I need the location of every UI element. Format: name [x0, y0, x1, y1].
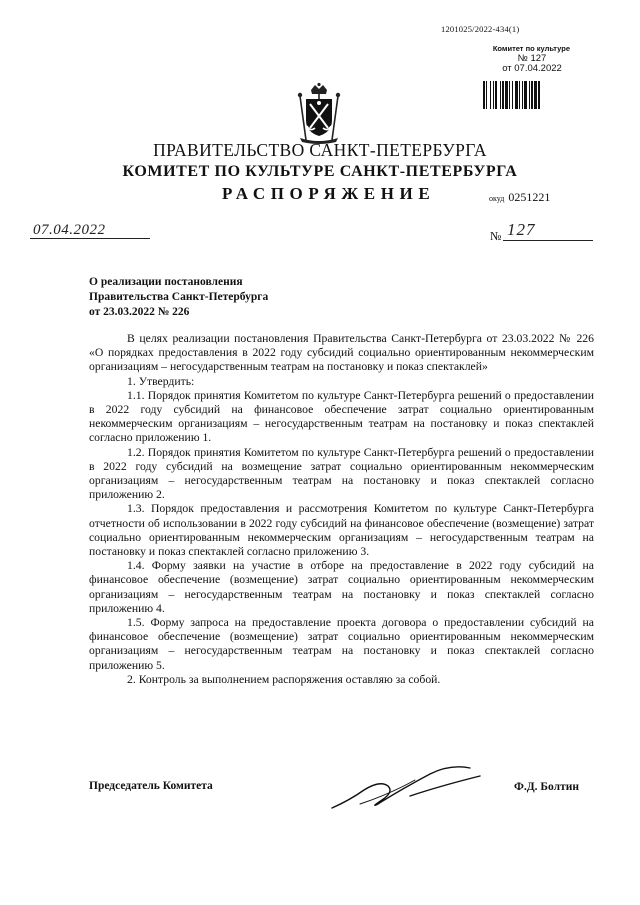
document-number: 127 — [507, 220, 536, 239]
subject-line: от 23.03.2022 № 226 — [89, 306, 190, 318]
subject-line: О реализации постановления — [89, 276, 243, 288]
stamp-date: от 07.04.2022 — [502, 63, 562, 74]
item-1: 1. Утвердить: — [127, 374, 195, 388]
date-underline — [30, 238, 150, 239]
number-label: № — [490, 229, 502, 243]
signer-name: Ф.Д. Болтин — [514, 781, 579, 793]
coat-of-arms-icon — [292, 82, 346, 144]
item-1-4: 1.4. Форму заявки на участие в отборе на предоставление в 2022 году субсидий на финансовое обеспечение (возмещение) затрат социально ориентированным некоммерческим организациям – негосударственным театрам на постановку и показ спектаклей согласно приложению 4. — [89, 559, 594, 615]
committee-title: КОМИТЕТ ПО КУЛЬТУРЕ САНКТ-ПЕТЕРБУРГА — [122, 163, 518, 180]
item-2: 2. Контроль за выполнением распоряжения оставляю за собой. — [127, 672, 441, 686]
item-1-5: 1.5. Форму запроса на предоставление проекта договора о предоставлении субсидий на финансовое обеспечение (возмещение) затрат социально ориентированным некоммерческим организациям – негосударственным театрам на постановку и показ спектаклей согласно приложению 5. — [89, 616, 594, 672]
barcode-icon — [483, 81, 571, 109]
number-underline — [503, 240, 593, 241]
stamp-number: № 127 — [517, 53, 547, 64]
subject-line: Правительства Санкт-Петербурга — [89, 291, 269, 303]
government-title: ПРАВИТЕЛЬСТВО САНКТ-ПЕТЕРБУРГА — [153, 140, 487, 160]
item-1-1: 1.1. Порядок принятия Комитетом по культуре Санкт-Петербурга решений о предоставлении в 2022 году субсидий на финансовое обеспечение затрат социально ориентированным некоммерческим организациям – негосударственным театрам на постановку и показ спектаклей согласно приложению 1. — [89, 388, 594, 445]
subject-heading — [89, 275, 268, 320]
document-date: 07.04.2022 — [33, 222, 106, 238]
item-1-2: 1.2. Порядок принятия Комитетом по культуре Санкт-Петербурга решений о предоставлении в 2022 году субсидий на возмещение затрат социально ориентированным некоммерческим организациям – негосударственным театрам на постановку и показ спектаклей согласно приложению 2. — [89, 445, 594, 502]
document-body — [89, 332, 594, 687]
preamble-paragraph: В целях реализации постановления Правительства Санкт-Петербурга от 23.03.2022 № 226 «О порядках предоставления в 2022 году субсидий социально ориентированным некоммерческим организациям – негосударственным театрам на постановку и показ спектаклей» — [89, 332, 594, 374]
okud-code — [489, 190, 550, 205]
stamp-org: Комитет по культуре — [492, 44, 570, 53]
signature-icon — [320, 760, 490, 820]
item-1-3: 1.3. Порядок предоставления и рассмотрения Комитетом по культуре Санкт-Петербурга отчетности об использовании в 2022 году субсидий на финансовое обеспечение (возмещение) затрат социально ориентированным некоммерческим организациям – негосударственным театрам на постановку и показ спектаклей согласно приложению 3. — [89, 502, 594, 559]
document-type: РАСПОРЯЖЕНИЕ — [222, 184, 436, 203]
signer-position: Председатель Комитета — [89, 780, 213, 792]
okud-label: окуд — [489, 194, 505, 203]
registration-reference: 1201025/2022-434(1) — [441, 24, 520, 34]
incoming-stamp — [484, 44, 570, 74]
okud-value: 0251221 — [508, 190, 551, 204]
